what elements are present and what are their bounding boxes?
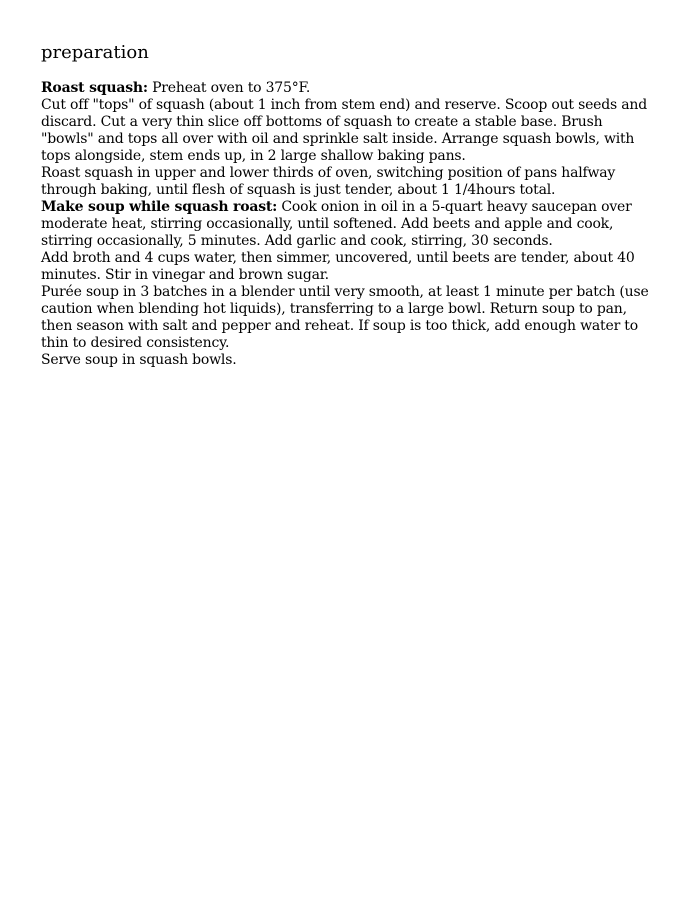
- step-serve: [41, 352, 659, 369]
- step-lead-roast-squash: Roast squash:: [41, 80, 148, 96]
- step-text: Preheat oven to 375°F.: [147, 80, 311, 96]
- step-puree: [41, 284, 659, 352]
- step-roast-squash-intro: [41, 80, 659, 97]
- step-lead-make-soup: Make soup while squash roast:: [41, 199, 278, 215]
- step-make-soup-intro: [41, 199, 659, 250]
- section-title: preparation: [41, 42, 149, 63]
- step-text: Cut off "tops" of squash (about 1 inch from stem end) and reserve. Scoop out seeds and discard. Cut a very thin slice off bottoms of squash to create a stable base. Brush "bowls" and tops all over with oil and sprinkle salt inside. Arrange squash bowls, with tops alongside, stem ends up, in 2 large shallow baking pans.: [41, 97, 647, 164]
- step-text: Cook onion in oil in a 5-quart heavy saucepan over moderate heat, stirring occasionally, until softened. Add beets and apple and cook, stirring occasionally, 5 minutes. Add garlic and cook, stirring, 30 seconds.: [41, 199, 632, 249]
- step-text: Roast squash in upper and lower thirds of oven, switching position of pans halfway through baking, until flesh of squash is just tender, about 1 1/4hours total.: [41, 165, 616, 198]
- step-prepare-squash: [41, 97, 659, 165]
- step-text: Add broth and 4 cups water, then simmer, uncovered, until beets are tender, about 40 minutes. Stir in vinegar and brown sugar.: [41, 250, 635, 283]
- step-roast-squash: [41, 165, 659, 199]
- recipe-content: [41, 41, 659, 369]
- step-simmer: [41, 250, 659, 284]
- step-text: Serve soup in squash bowls.: [41, 352, 237, 368]
- step-text: Purée soup in 3 batches in a blender until very smooth, at least 1 minute per batch (use caution when blending hot liquids), transferring to a large bowl. Return soup to pan, then season with salt and pepper and reheat. If soup is too thick, add enough water to thin to desired consistency.: [41, 284, 649, 351]
